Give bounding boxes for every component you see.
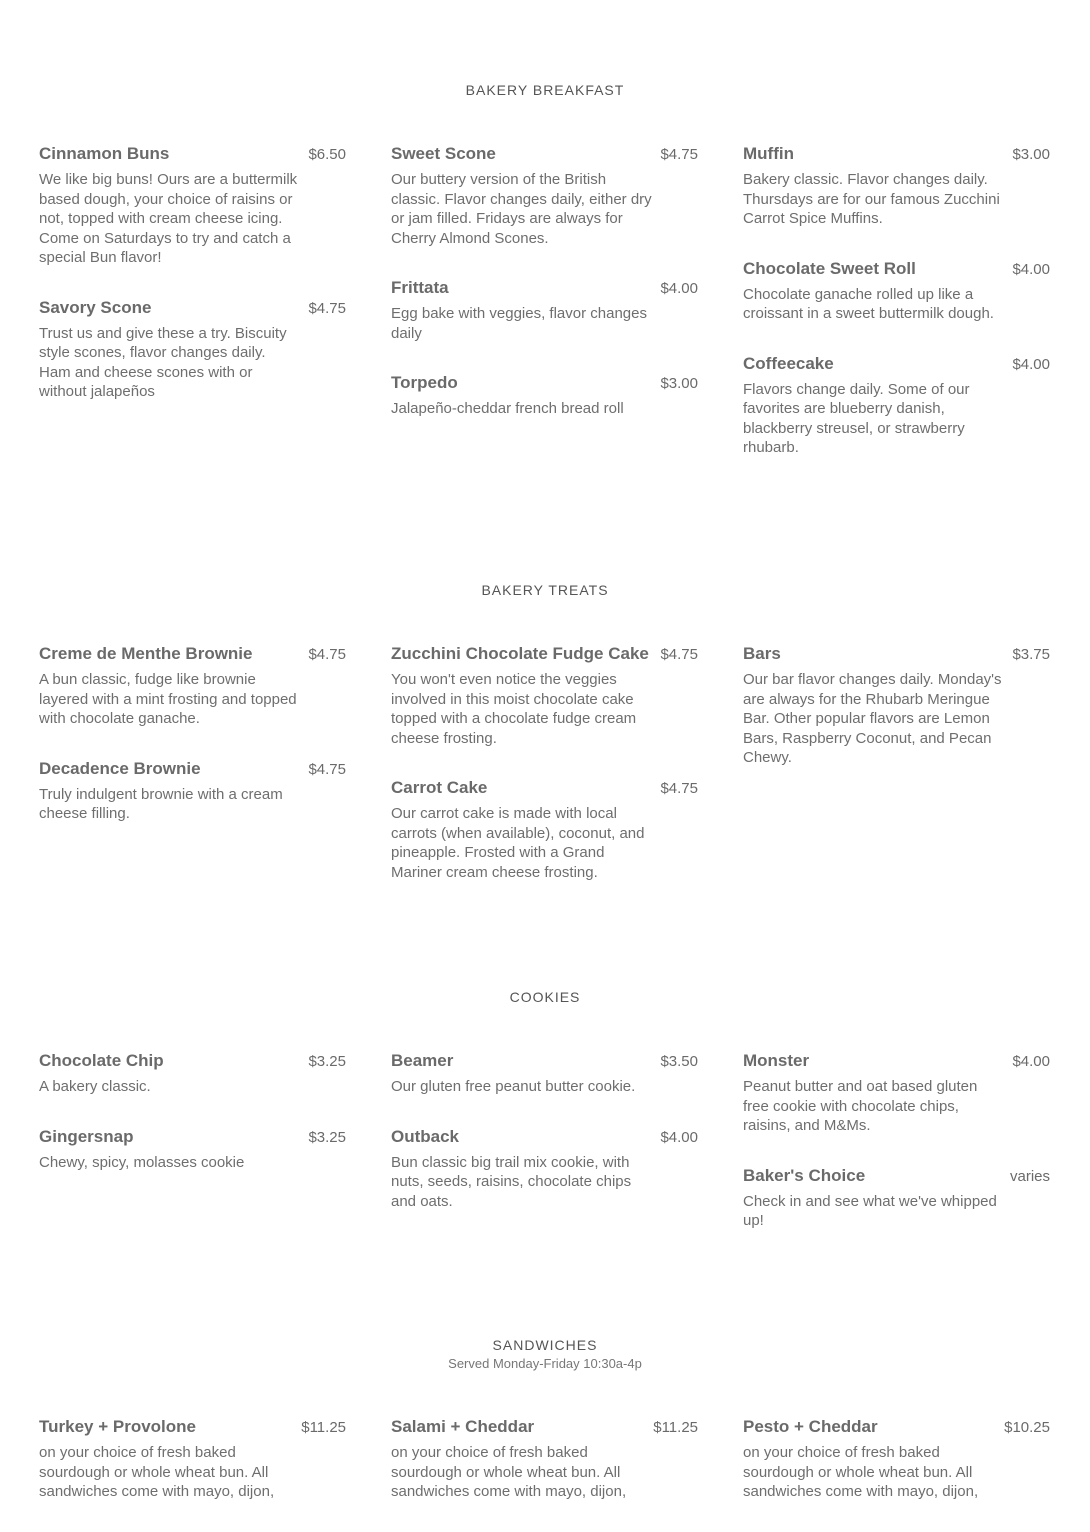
menu-column	[391, 1417, 698, 1532]
item-price: $4.00	[660, 1128, 698, 1146]
item-description: We like big buns! Ours are a buttermilk based dough, your choice of raisins or not, topped with cream cheese icing. Come on Saturdays to try and catch a special Bun flavor!	[39, 171, 298, 266]
item-price: $3.50	[660, 1053, 698, 1070]
item-name: Decadence Brownie	[39, 758, 201, 778]
section-title: BAKERY BREAKFAST	[465, 82, 625, 98]
item-price: $4.00	[660, 280, 698, 297]
item-name: Chocolate Chip	[39, 1051, 164, 1070]
menu-item	[391, 1127, 698, 1212]
item-price: $4.75	[308, 646, 346, 663]
section-subtitle: Served Monday-Friday 10:30a-4p	[448, 1356, 642, 1371]
item-description: Flavors change daily. Some of our favorites are blueberry danish, blackberry streusel, or strawberry rhubarb.	[743, 380, 970, 456]
item-description: Our carrot cake is made with local carrots (when available), coconut, and pineapple. Frosted with a Grand Mariner cream cheese frosting.	[391, 805, 645, 881]
menu-item	[743, 1051, 1050, 1136]
item-description: on your choice of fresh baked sourdough or whole wheat bun. All sandwiches come with mayo, dijon,	[743, 1444, 979, 1500]
menu-item	[391, 373, 698, 419]
menu-item	[391, 778, 698, 882]
item-price: $11.25	[653, 1419, 698, 1436]
item-name: Creme de Menthe Brownie	[39, 644, 253, 663]
item-description: Our gluten free peanut butter cookie.	[391, 1078, 636, 1095]
menu-item	[743, 1166, 1050, 1231]
menu-item	[39, 1417, 346, 1502]
item-description: on your choice of fresh baked sourdough or whole wheat bun. All sandwiches come with mayo, dijon,	[391, 1444, 627, 1500]
item-description: Check in and see what we've whipped up!	[743, 1192, 997, 1229]
item-description: Bakery classic. Flavor changes daily. Thursdays are for our famous Zucchini Carrot Spice Muffins.	[743, 171, 1000, 227]
item-name: Sweet Scone	[391, 144, 496, 163]
item-description: Chewy, spicy, molasses cookie	[39, 1153, 245, 1171]
section-title: SANDWICHES	[492, 1337, 598, 1353]
item-price: $6.50	[308, 146, 346, 163]
item-price: $10.25	[1004, 1419, 1050, 1436]
menu-item	[743, 354, 1050, 458]
menu-item	[743, 144, 1050, 229]
menu-item	[39, 644, 346, 729]
item-name: Salami + Cheddar	[391, 1417, 535, 1436]
menu-item	[391, 1417, 698, 1502]
item-description: Truly indulgent brownie with a cream cheese filling.	[39, 785, 283, 822]
item-description: A bun classic, fudge like brownie layered with a mint frosting and topped with chocolate ganache.	[39, 671, 297, 727]
item-description: Our buttery version of the British classic. Flavor changes daily, either dry or jam filled. Fridays are always for Cherry Almond Scones.	[391, 171, 652, 247]
item-name: Monster	[743, 1051, 810, 1070]
item-price: $3.00	[1012, 146, 1050, 163]
item-name: Savory Scone	[39, 297, 152, 317]
menu-item	[39, 1051, 346, 1097]
item-name: Coffeecake	[743, 353, 834, 373]
item-name: Bars	[743, 644, 781, 663]
menu-column	[391, 144, 698, 449]
item-name: Carrot Cake	[391, 778, 488, 797]
menu-column	[743, 1051, 1050, 1261]
item-name: Turkey + Provolone	[39, 1417, 196, 1436]
item-price: $3.00	[660, 375, 698, 392]
item-price: varies	[1009, 1167, 1050, 1185]
menu-column	[39, 1051, 346, 1202]
item-price: $4.00	[1012, 1053, 1050, 1070]
item-price: $3.25	[308, 1053, 346, 1070]
item-description: Bun classic big trail mix cookie, with nuts, seeds, raisins, chocolate chips and oats.	[391, 1153, 632, 1210]
item-description: Our bar flavor changes daily. Monday's are always for the Rhubarb Meringue Bar. Other popular flavors are Lemon Bars, Raspberry Coconut, and Pecan Chewy.	[743, 671, 1002, 766]
item-description: Chocolate ganache rolled up like a croissant in a sweet buttermilk dough.	[743, 285, 994, 322]
item-description: Trust us and give these a try. Biscuity style scones, flavor changes daily. Ham and cheese scones with or without jalapeños	[39, 324, 287, 400]
menu-column	[391, 644, 698, 912]
menu-item	[743, 1417, 1050, 1502]
item-name: Cinnamon Buns	[39, 144, 170, 163]
item-description: A bakery classic.	[39, 1078, 151, 1095]
item-price: $11.25	[301, 1419, 346, 1436]
item-name: Outback	[391, 1126, 460, 1146]
menu-item	[391, 144, 698, 248]
item-price: $3.25	[308, 1128, 346, 1146]
item-price: $4.75	[308, 299, 346, 317]
item-description: on your choice of fresh baked sourdough or whole wheat bun. All sandwiches come with mayo, dijon,	[39, 1444, 275, 1500]
item-name: Pesto + Cheddar	[743, 1417, 878, 1436]
item-name: Gingersnap	[39, 1126, 134, 1146]
item-name: Chocolate Sweet Roll	[743, 258, 916, 278]
item-name: Beamer	[391, 1051, 454, 1070]
menu-item	[39, 759, 346, 824]
item-name: Baker's Choice	[743, 1165, 866, 1185]
menu-item	[39, 144, 346, 268]
item-price: $4.00	[1012, 355, 1050, 373]
item-name: Frittata	[391, 278, 449, 297]
menu-column	[743, 144, 1050, 488]
menu-item	[391, 1051, 698, 1097]
item-price: $4.00	[1012, 260, 1050, 278]
item-price: $4.75	[308, 760, 346, 778]
item-name: Muffin	[743, 144, 794, 163]
menu-item	[743, 259, 1050, 324]
menu-column	[39, 1417, 346, 1532]
menu-column	[39, 144, 346, 432]
menu-column	[743, 1417, 1050, 1532]
item-name: Torpedo	[391, 373, 458, 392]
item-price: $4.75	[660, 646, 698, 663]
menu-item	[39, 1127, 346, 1173]
menu-item	[39, 298, 346, 402]
menu-column	[743, 644, 1050, 798]
item-description: Jalapeño-cheddar french bread roll	[391, 400, 624, 417]
section-title: BAKERY TREATS	[481, 582, 609, 598]
section-title: COOKIES	[509, 989, 581, 1005]
menu-column	[391, 1051, 698, 1241]
menu-item	[743, 644, 1050, 768]
item-price: $4.75	[660, 146, 698, 163]
item-description: Peanut butter and oat based gluten free cookie with chocolate chips, raisins, and M&Ms.	[743, 1078, 978, 1134]
item-price: $3.75	[1012, 646, 1050, 663]
item-price: $4.75	[660, 780, 698, 797]
menu-item	[391, 278, 698, 343]
menu-column	[39, 644, 346, 854]
item-name: Zucchini Chocolate Fudge Cake	[391, 644, 649, 663]
menu-item	[391, 644, 698, 748]
item-description: Egg bake with veggies, flavor changes daily	[391, 305, 647, 342]
item-description: You won't even notice the veggies involved in this moist chocolate cake topped with a chocolate fudge cream cheese frosting.	[391, 671, 637, 747]
